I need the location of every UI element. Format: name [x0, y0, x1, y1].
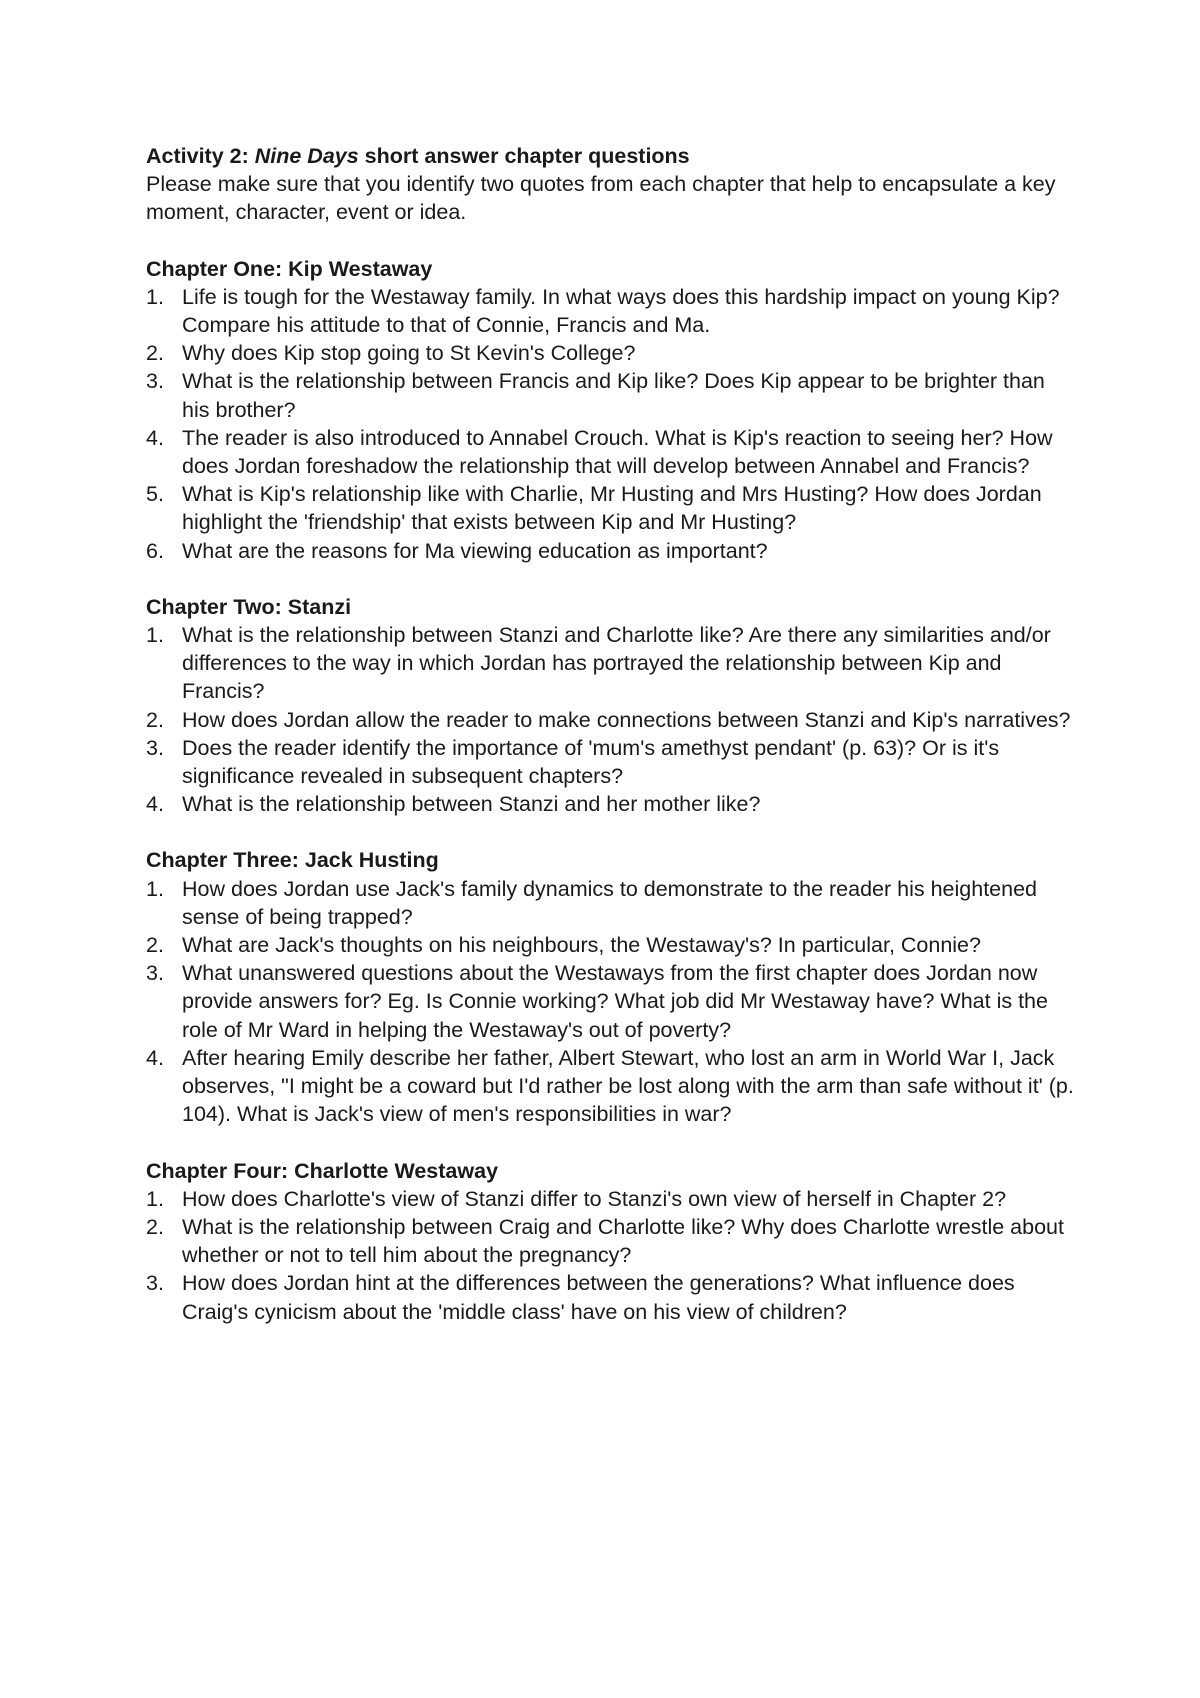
question-item [146, 339, 1076, 367]
question-number: 2. [146, 341, 164, 366]
question-text: How does Jordan hint at the differences between the generations? What influence does Craig's cynicism about the 'middle class' have on his view of children? [182, 1271, 1015, 1324]
chapter-section [146, 255, 1076, 565]
question-text: How does Jordan allow the reader to make connections between Stanzi and Kip's narratives? [182, 707, 1071, 732]
chapter-heading: Chapter Four: Charlotte Westaway [146, 1158, 499, 1183]
title-suffix: short answer chapter questions [358, 144, 690, 168]
question-number: 3. [146, 1271, 164, 1296]
question-text: How does Charlotte's view of Stanzi differ to Stanzi's own view of herself in Chapter 2? [182, 1186, 1007, 1211]
question-list [146, 1185, 1076, 1326]
question-number: 1. [146, 623, 164, 648]
chapter-section [146, 593, 1076, 819]
question-text: The reader is also introduced to Annabel Crouch. What is Kip's reaction to seeing her? How does Jordan foreshadow the relationship that will develop between Annabel and Francis? [182, 425, 1053, 479]
question-text: What are Jack's thoughts on his neighbours, the Westaway's? In particular, Connie? [182, 933, 981, 958]
question-number: 1. [146, 284, 164, 309]
question-item [146, 283, 1076, 339]
question-item [146, 1213, 1076, 1269]
question-number: 4. [146, 792, 164, 817]
question-text: What are the reasons for Ma viewing education as important? [182, 538, 768, 563]
question-text: How does Jordan use Jack's family dynamics to demonstrate to the reader his heightened sense of being trapped? [182, 876, 1038, 929]
question-text: Does the reader identify the importance of 'mum's amethyst pendant' (p. 63)? Or is it's significance revealed in subsequent chapters? [182, 735, 1000, 789]
question-item [146, 734, 1076, 790]
question-number: 1. [146, 876, 164, 901]
question-item [146, 621, 1076, 706]
question-list [146, 875, 1076, 1129]
activity-title [146, 142, 1076, 170]
question-item [146, 367, 1076, 423]
question-item [146, 1044, 1076, 1129]
chapter-list [146, 255, 1076, 1326]
chapter-heading: Chapter One: Kip Westaway [146, 256, 433, 281]
question-number: 2. [146, 707, 164, 732]
question-list [146, 283, 1076, 565]
question-item [146, 931, 1076, 959]
question-item [146, 1185, 1076, 1213]
question-item [146, 790, 1076, 818]
chapter-section [146, 846, 1076, 1128]
document-page [146, 142, 1076, 1326]
question-item [146, 424, 1076, 480]
question-number: 1. [146, 1186, 164, 1211]
question-list [146, 621, 1076, 818]
question-number: 5. [146, 482, 164, 507]
question-text: What is the relationship between Craig and Charlotte like? Why does Charlotte wrestle about whether or not to tell him about the pregnancy? [182, 1214, 1064, 1268]
question-number: 3. [146, 369, 164, 394]
title-prefix: Activity 2: [146, 144, 255, 168]
chapter-heading: Chapter Two: Stanzi [146, 594, 352, 619]
question-item [146, 1269, 1076, 1325]
question-number: 6. [146, 538, 164, 563]
book-title: Nine Days [254, 144, 359, 168]
question-item [146, 706, 1076, 734]
question-number: 3. [146, 961, 164, 986]
chapter-section [146, 1157, 1076, 1326]
question-text: What is Kip's relationship like with Charlie, Mr Husting and Mrs Husting? How does Jordan highlight the 'friendship' that exists between Kip and Mr Husting? [182, 482, 1042, 535]
question-text: Why does Kip stop going to St Kevin's College? [182, 341, 636, 366]
question-item [146, 480, 1076, 536]
question-item [146, 875, 1076, 931]
question-text: What is the relationship between Stanzi and her mother like? [182, 792, 761, 817]
instructions: Please make sure that you identify two quotes from each chapter that help to encapsulate a key moment, character, event or idea. [146, 172, 1056, 225]
question-number: 3. [146, 735, 164, 760]
question-item [146, 959, 1076, 1044]
question-text: Life is tough for the Westaway family. In what ways does this hardship impact on young Kip? Compare his attitude to that of Connie, Francis and Ma. [182, 284, 1060, 338]
chapter-heading: Chapter Three: Jack Husting [146, 848, 439, 873]
question-text: What unanswered questions about the Westaways from the first chapter does Jordan now provide answers for? Eg. Is Connie working? What job did Mr Westaway have? What is the role of Mr Ward in helping the Westaway's out of poverty? [182, 961, 1048, 1042]
question-item [146, 537, 1076, 565]
question-text: What is the relationship between Stanzi and Charlotte like? Are there any similarities and/or differences to the way in which Jordan has portrayed the relationship between Kip and Francis? [182, 623, 1051, 704]
question-number: 4. [146, 425, 164, 450]
question-text: What is the relationship between Francis and Kip like? Does Kip appear to be brighter than his brother? [182, 369, 1045, 422]
question-number: 2. [146, 1214, 164, 1239]
question-number: 2. [146, 933, 164, 958]
question-number: 4. [146, 1045, 164, 1070]
question-text: After hearing Emily describe her father, Albert Stewart, who lost an arm in World War I, Jack observes, "I might be a coward but I'd rather be lost along with the arm than safe without it' (p. 104). What is Jack's view of men's responsibilities in war? [182, 1045, 1074, 1127]
